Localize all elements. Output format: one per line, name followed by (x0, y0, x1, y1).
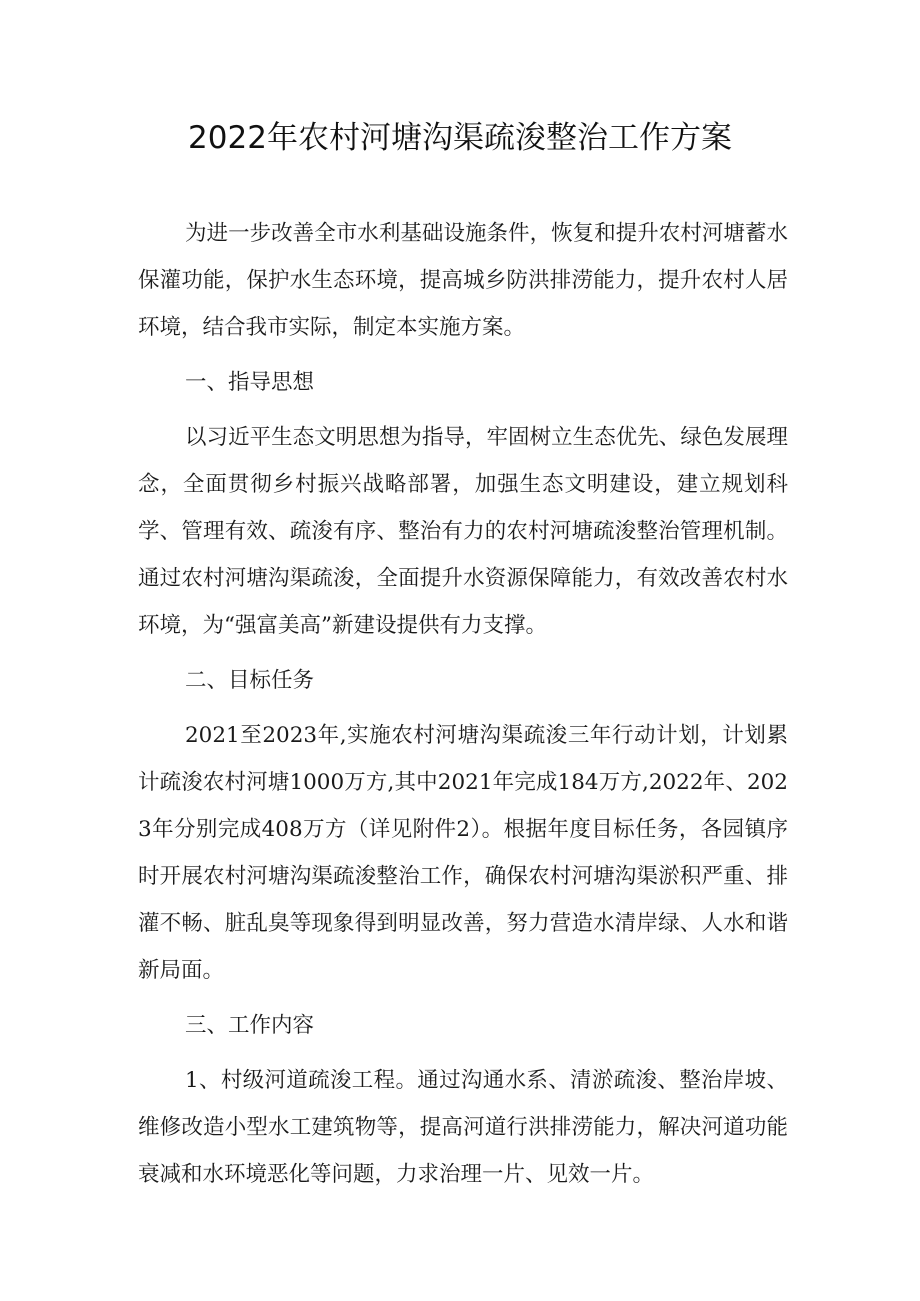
targets-paragraph: 2021至2023年,实施农村河塘沟渠疏浚三年行动计划，计划累计疏浚农村河塘1000万方,其中2021年完成184万方,2022年、2023年分别完成408万方（详见附件2）。根据年度目标任务，各园镇序时开展农村河塘沟渠疏浚整治工作，确保农村河塘沟渠淤积严重、排灌不畅、脏乱臭等现象得到明显改善，努力营造水清岸绿、人水和谐新局面。 (138, 723, 788, 983)
document-body (138, 210, 788, 1206)
section-heading-guiding-ideology: 一、指导思想 (185, 370, 315, 395)
section-heading-work-content: 三、工作内容 (185, 1013, 315, 1038)
work-content-paragraph: 1、村级河道疏浚工程。通过沟通水系、清淤疏浚、整治岸坡、维修改造小型水工建筑物等，提高河道行洪排涝能力，解决河道功能衰减和水环境恶化等问题，力求治理一片、见效一片。 (138, 1068, 788, 1187)
guiding-ideology-paragraph: 以习近平生态文明思想为指导，牢固树立生态优先、绿色发展理念，全面贯彻乡村振兴战略部署，加强生态文明建设，建立规划科学、管理有效、疏浚有序、整治有力的农村河塘疏浚整治管理机制。通过农村河塘沟渠疏浚，全面提升水资源保障能力，有效改善农村水环境，为“强富美高”新建设提供有力支撑。 (138, 425, 788, 638)
document-title: 2022年农村河塘沟渠疏浚整治工作方案 (188, 120, 732, 156)
intro-paragraph: 为进一步改善全市水利基础设施条件，恢复和提升农村河塘蓄水保灌功能，保护水生态环境，提高城乡防洪排涝能力，提升农村人居环境，结合我市实际，制定本实施方案。 (138, 221, 788, 340)
section-heading-targets: 二、目标任务 (185, 668, 315, 693)
